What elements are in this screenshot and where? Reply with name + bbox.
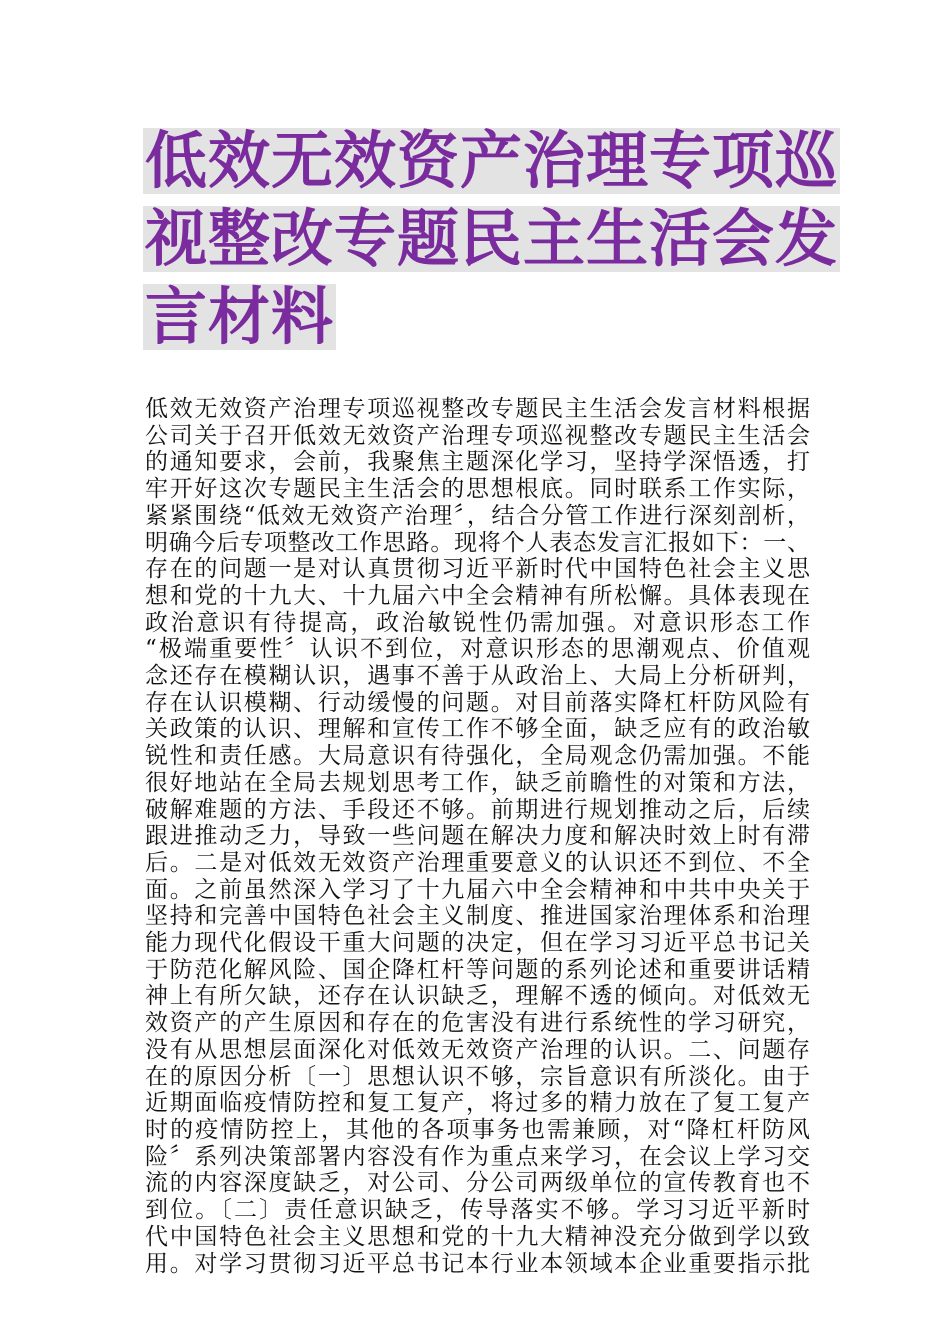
body-line: 险〞系列决策部署内容没有作为重点来学习，在会议上学习交 xyxy=(145,1143,810,1170)
body-line: 存在认识模糊、行动缓慢的问题。对目前落实降杠杆防风险有 xyxy=(145,689,810,716)
body-line: 流的内容深度缺乏，对公司、分公司两级单位的宣传教育也不 xyxy=(145,1170,810,1197)
document-body xyxy=(145,396,810,1277)
title-line: 视整改专题民主生活会发 xyxy=(145,202,839,275)
title-line: 低效无效资产治理专项巡 xyxy=(145,124,839,197)
body-line: 低效无效资产治理专项巡视整改专题民主生活会发言材料根据 xyxy=(145,396,810,422)
body-line: 后。二是对低效无效资产治理重要意义的认识还不到位、不全 xyxy=(145,849,810,876)
body-line: 能力现代化假设干重大问题的决定，但在学习习近平总书记关 xyxy=(145,930,810,957)
body-line: 关政策的认识、理解和宣传工作不够全面，缺乏应有的政治敏 xyxy=(145,716,810,743)
title-line: 言材料 xyxy=(145,280,335,353)
body-line: 想和党的十九大、十九届六中全会精神有所松懈。具体表现在 xyxy=(145,582,810,609)
body-line: 用。对学习贯彻习近平总书记本行业本领域本企业重要指示批 xyxy=(145,1250,810,1277)
body-line: 念还存在模糊认识，遇事不善于从政治上、大局上分析研判， xyxy=(145,663,810,690)
body-line: 紧紧围绕“低效无效资产治理〞，结合分管工作进行深刻剖析， xyxy=(145,502,810,529)
body-line: 牢开好这次专题民主生活会的思想根底。同时联系工作实际， xyxy=(145,476,810,503)
body-line: 到位。〔二〕责任意识缺乏，传导落实不够。学习习近平新时 xyxy=(145,1197,810,1224)
body-line: 锐性和责任感。大局意识有待强化，全局观念仍需加强。不能 xyxy=(145,743,810,770)
body-line: 政治意识有待提高，政治敏锐性仍需加强。对意识形态工作 xyxy=(145,609,810,636)
body-line: 公司关于召开低效无效资产治理专项巡视整改专题民主生活会 xyxy=(145,422,810,449)
body-line: 面。之前虽然深入学习了十九届六中全会精神和中共中央关于 xyxy=(145,876,810,903)
body-line: 很好地站在全局去规划思考工作，缺乏前瞻性的对策和方法， xyxy=(145,769,810,796)
body-line: 代中国特色社会主义思想和党的十九大精神没充分做到学以致 xyxy=(145,1223,810,1250)
body-line: 的通知要求，会前，我聚焦主题深化学习，坚持学深悟透，打 xyxy=(145,449,810,476)
body-line: 明确今后专项整改工作思路。现将个人表态发言汇报如下：一、 xyxy=(145,529,810,556)
body-line: 坚持和完善中国特色社会主义制度、推进国家治理体系和治理 xyxy=(145,903,810,930)
body-line: “极端重要性〞认识不到位，对意识形态的思潮观点、价值观 xyxy=(145,636,810,663)
body-line: 近期面临疫情防控和复工复产，将过多的精力放在了复工复产 xyxy=(145,1090,810,1117)
body-line: 神上有所欠缺，还存在认识缺乏，理解不透的倾向。对低效无 xyxy=(145,983,810,1010)
document-title xyxy=(143,124,839,362)
body-line: 存在的问题一是对认真贯彻习近平新时代中国特色社会主义思 xyxy=(145,556,810,583)
body-line: 跟进推动乏力，导致一些问题在解决力度和解决时效上时有滞 xyxy=(145,823,810,850)
body-line: 于防范化解风险、国企降杠杆等问题的系列论述和重要讲话精 xyxy=(145,956,810,983)
body-line: 效资产的产生原因和存在的危害没有进行系统性的学习研究， xyxy=(145,1010,810,1037)
body-line: 破解难题的方法、手段还不够。前期进行规划推动之后，后续 xyxy=(145,796,810,823)
body-line: 没有从思想层面深化对低效无效资产治理的认识。二、问题存 xyxy=(145,1036,810,1063)
body-line: 时的疫情防控上，其他的各项事务也需兼顾，对“降杠杆防风 xyxy=(145,1116,810,1143)
body-line: 在的原因分析〔一〕思想认识不够，宗旨意识有所淡化。由于 xyxy=(145,1063,810,1090)
